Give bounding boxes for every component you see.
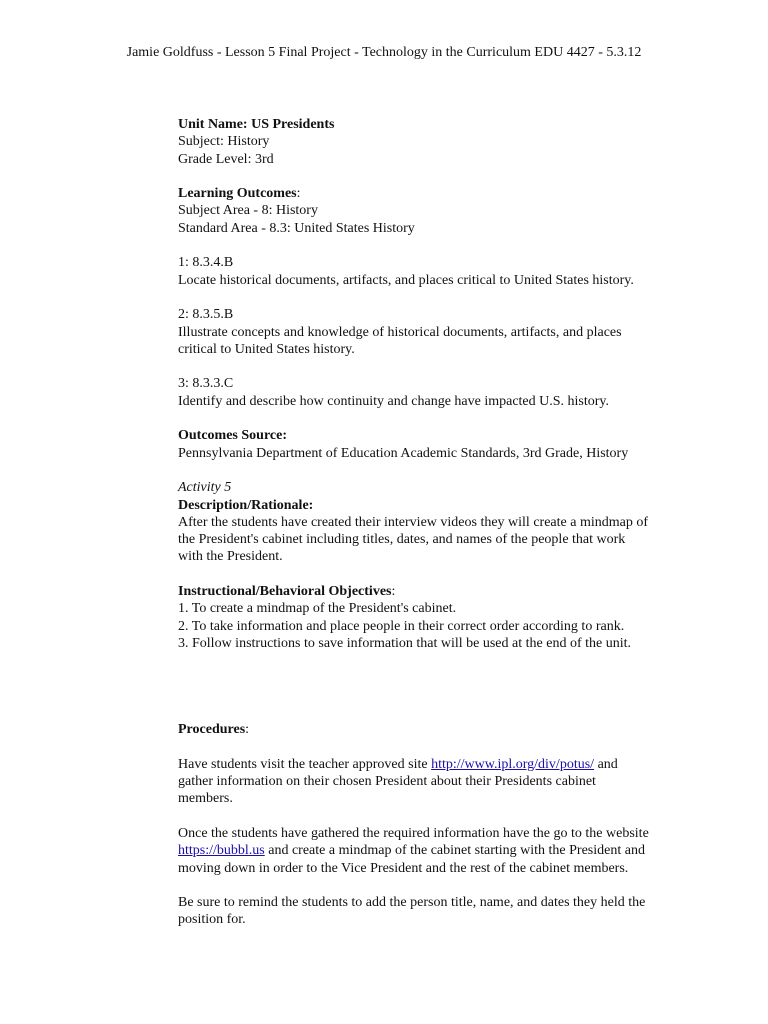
procedure-line: Be sure to remind the students to add the person title, name, and dates they held the [178,895,646,911]
objective-item: 3. Follow instructions to save information that will be used at the end of the unit. [178,635,631,651]
bubbl-link[interactable]: https://bubbl.us [178,843,265,859]
unit-grade: Grade Level: 3rd [178,151,274,167]
document-body [178,116,698,929]
description-line: After the students have created their interview videos they will create a mindmap of [178,514,648,530]
procedure-paragraph: https://bubbl.us and create a mindmap of the cabinet starting with the President and [178,843,645,859]
subject-area: Subject Area - 8: History [178,203,318,219]
outcomes-source-text: Pennsylvania Department of Education Academic Standards, 3rd Grade, History [178,445,629,461]
description-heading: Description/Rationale: [178,497,314,513]
procedures-heading: Procedures: [178,722,250,738]
procedure-line: moving down in order to the Vice President and the rest of the cabinet members. [178,860,629,876]
outcome-text: critical to United States history. [178,341,355,357]
description-line: with the President. [178,549,283,565]
unit-name: Unit Name: US Presidents [178,117,335,132]
procedure-line: Once the students have gathered the required information have the go to the website [178,825,649,841]
outcomes-source-heading: Outcomes Source: [178,428,287,444]
outcome-code: 3: 8.3.3.C [178,376,234,392]
procedure-paragraph: Have students visit the teacher approved site http://www.ipl.org/div/potus/ and [178,756,618,772]
procedure-line: position for. [178,912,246,928]
page-header: Jamie Goldfuss - Lesson 5 Final Project - Technology in the Curriculum EDU 4427 - 5.3.12 [126,45,642,60]
outcome-text: Identify and describe how continuity and change have impacted U.S. history. [178,393,610,409]
standard-area: Standard Area - 8.3: United States History [178,220,415,236]
objective-item: 1. To create a mindmap of the President's cabinet. [178,601,457,617]
unit-subject: Subject: History [178,134,270,150]
ipl-potus-link[interactable]: http://www.ipl.org/div/potus/ [431,756,595,772]
objectives-heading: Instructional/Behavioral Objectives: [178,584,396,600]
objective-item: 2. To take information and place people in their correct order according to rank. [178,618,625,634]
procedure-line: members. [178,791,233,807]
description-line: the President's cabinet including titles, dates, and names of the people that work [178,532,626,548]
outcome-code: 1: 8.3.4.B [178,255,234,271]
outcome-text: Locate historical documents, artifacts, and places critical to United States history. [178,272,634,288]
outcome-text: Illustrate concepts and knowledge of historical documents, artifacts, and places [178,324,622,340]
procedure-line: gather information on their chosen President about their Presidents cabinet [178,774,596,790]
activity-label: Activity 5 [178,480,232,496]
outcome-code: 2: 8.3.5.B [178,307,234,323]
learning-outcomes-heading: Learning Outcomes: [178,186,301,202]
